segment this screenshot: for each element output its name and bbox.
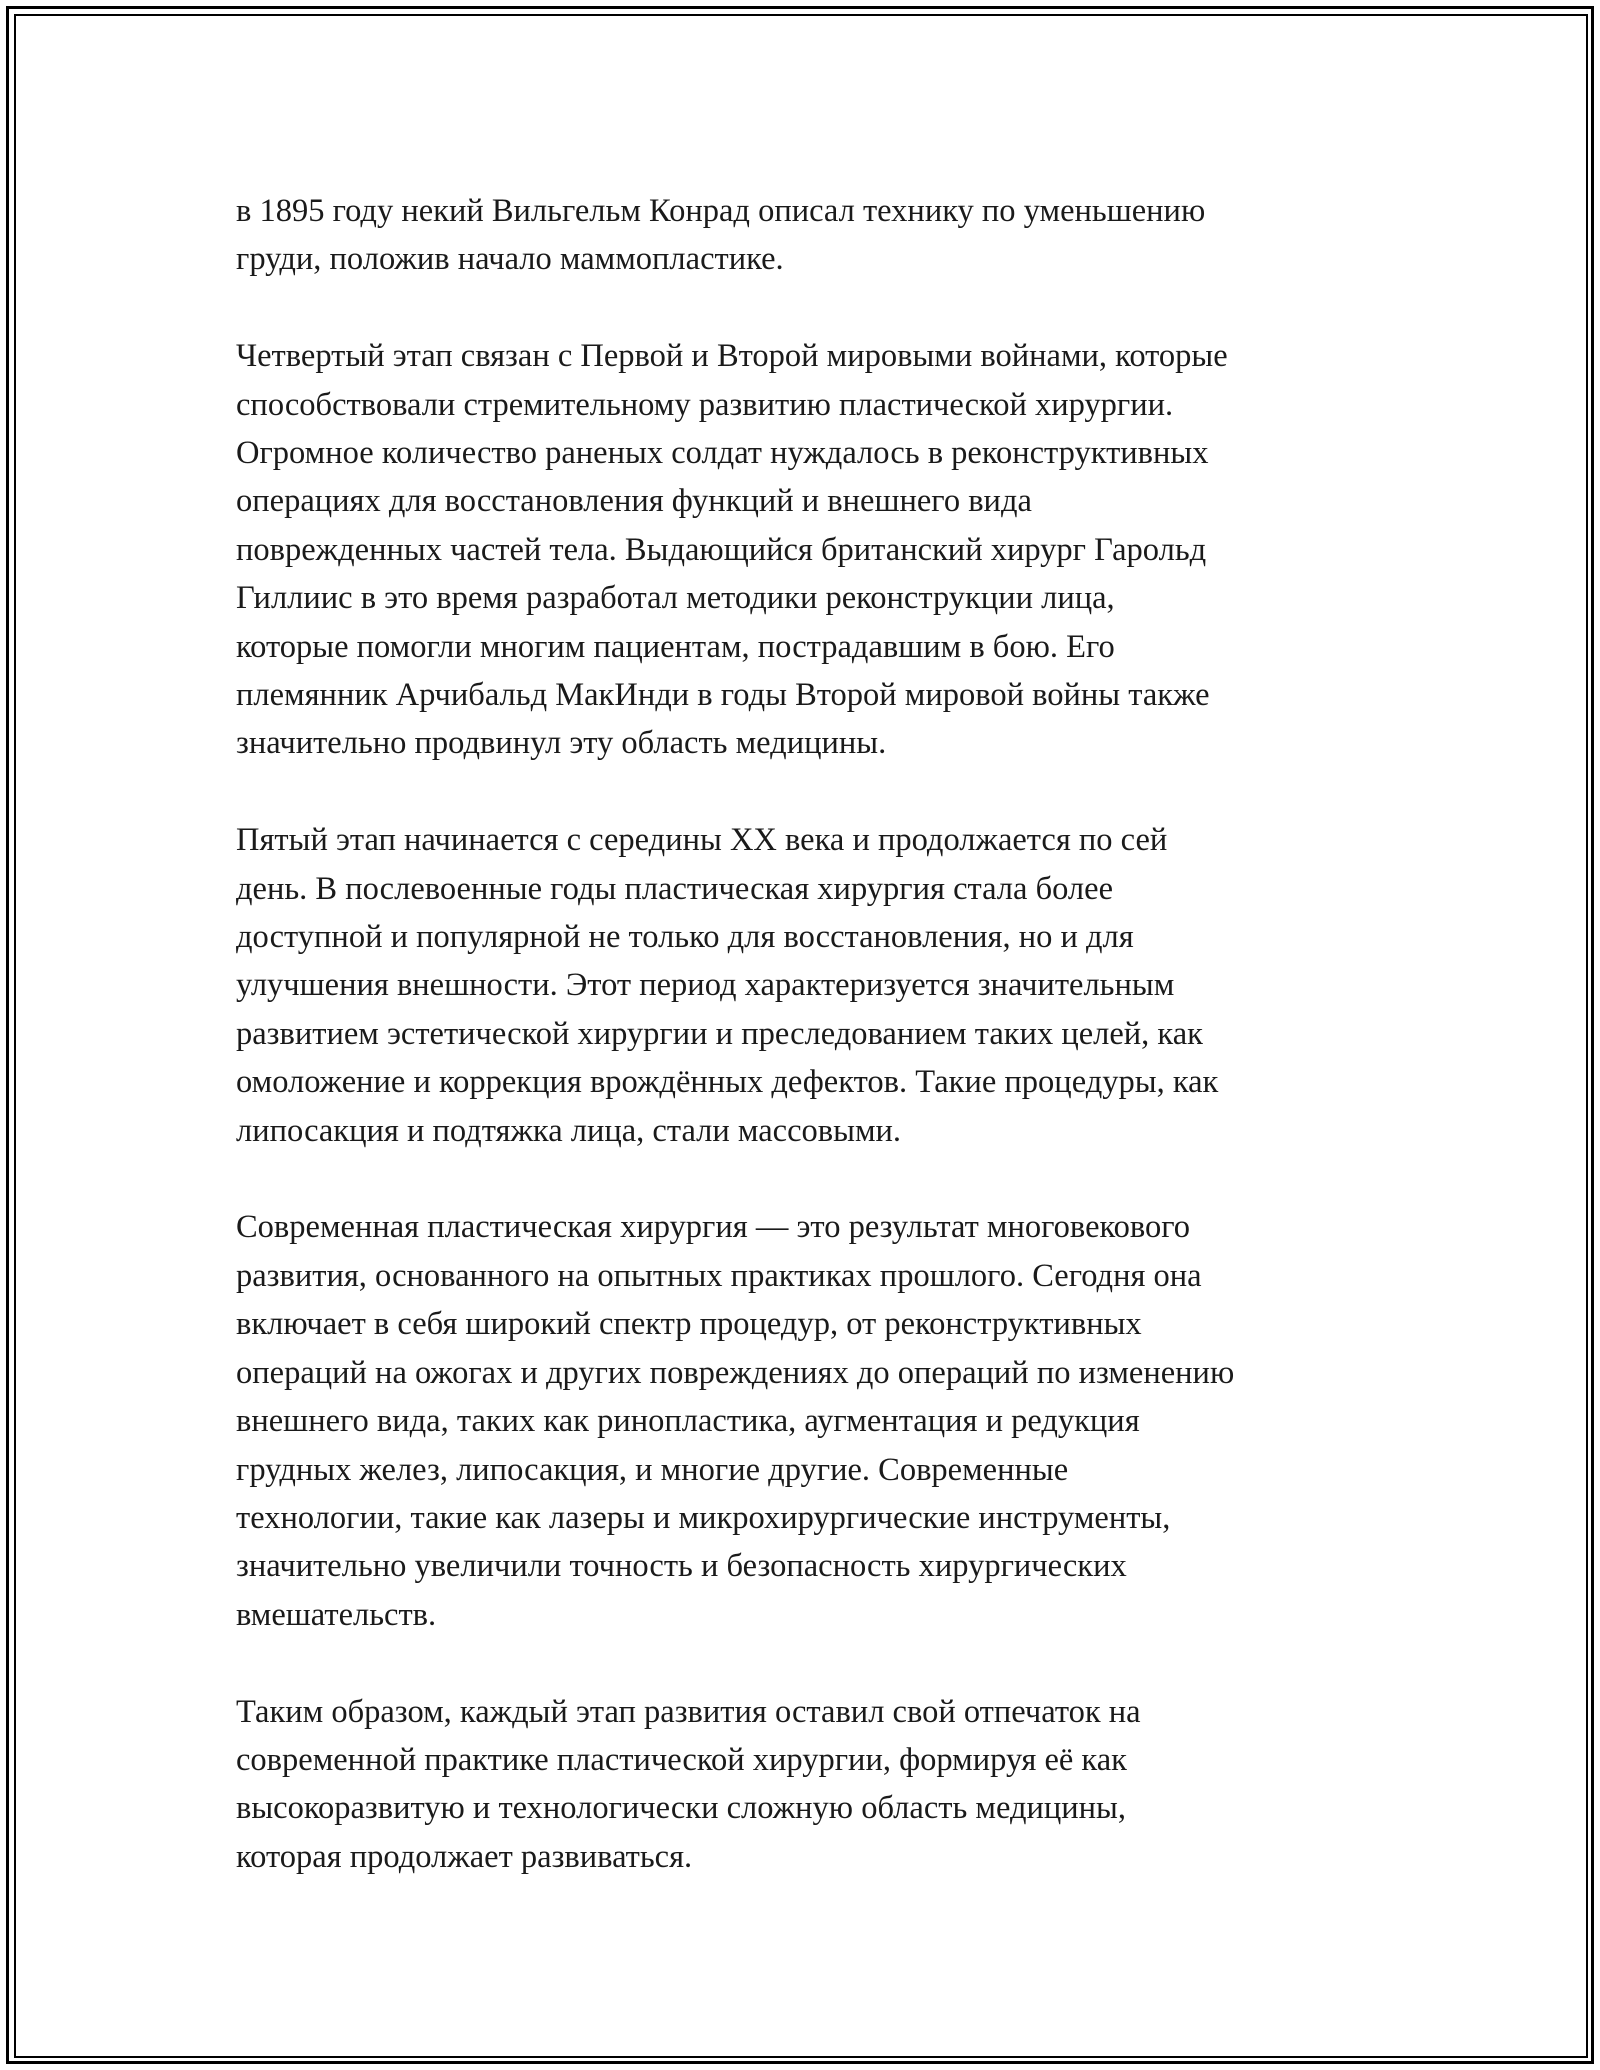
text-line: Современная пластическая хирургия — это результат многовекового	[236, 1209, 1191, 1246]
text-line: значительно продвинул эту область медицины.	[236, 725, 887, 762]
text-line: Пятый этап начинается с середины XX века и продолжается по сей	[236, 822, 1168, 859]
text-line: развитием эстетической хирургии и преследованием таких целей, как	[236, 1015, 1203, 1052]
text-line: доступной и популярной не только для восстановления, но и для	[236, 919, 1134, 956]
text-line: Четвертый этап связан с Первой и Второй мировыми войнами, которые	[236, 338, 1228, 375]
text-line: улучшения внешности. Этот период характеризуется значительным	[236, 967, 1175, 1004]
paragraph-conclusion	[236, 1688, 1376, 1882]
text-line: высокоразвитую и технологически сложную область медицины,	[236, 1790, 1127, 1827]
text-line: технологии, такие как лазеры и микрохирургические инструменты,	[236, 1499, 1171, 1536]
paragraph-modern-surgery	[236, 1203, 1376, 1639]
text-line: современной практике пластической хирургии, формируя её как	[236, 1741, 1127, 1778]
text-line: включает в себя широкий спектр процедур, от реконструктивных	[236, 1306, 1142, 1343]
text-line: которые помогли многим пациентам, пострадавшим в бою. Его	[236, 628, 1115, 665]
text-line: Огромное количество раненых солдат нуждалось в реконструктивных	[236, 435, 1209, 472]
text-line: развития, основанного на опытных практиках прошлого. Сегодня она	[236, 1257, 1202, 1294]
text-line: поврежденных частей тела. Выдающийся британский хирург Гарольд	[236, 531, 1207, 568]
paragraph-fifth-stage	[236, 816, 1376, 1155]
text-line: в 1895 году некий Вильгельм Конрад описал технику по уменьшению	[236, 193, 1206, 229]
text-line: значительно увеличили точность и безопасность хирургических	[236, 1548, 1127, 1585]
text-line: вмешательств.	[236, 1596, 437, 1633]
text-line: груди, положив начало маммопластике.	[236, 241, 784, 278]
text-line: внешнего вида, таких как ринопластика, аугментация и редукция	[236, 1403, 1140, 1440]
text-line: которая продолжает развиваться.	[236, 1838, 693, 1875]
text-line: день. В послевоенные годы пластическая хирургия стала более	[236, 870, 1113, 907]
text-line: Гиллиис в это время разработал методики реконструкции лица,	[236, 580, 1115, 617]
text-line: операциях для восстановления функций и внешнего вида	[236, 483, 1032, 520]
text-line: племянник Арчибальд МакИнди в годы Второй мировой войны также	[236, 677, 1210, 714]
text-line: способствовали стремительному развитию пластической хирургии.	[236, 386, 1174, 423]
text-line: грудных желез, липосакция, и многие другие. Современные	[236, 1451, 1069, 1488]
paragraph-mammoplasty	[236, 187, 1376, 284]
text-line: операций на ожогах и других повреждениях до операций по изменению	[236, 1354, 1235, 1391]
text-line: Таким образом, каждый этап развития оставил свой отпечаток на	[236, 1693, 1141, 1730]
text-line: липосакция и подтяжка лица, стали массовыми.	[236, 1112, 902, 1149]
paragraph-fourth-stage	[236, 332, 1376, 768]
text-line: омоложение и коррекция врождённых дефектов. Такие процедуры, как	[236, 1064, 1219, 1101]
document-body	[236, 187, 1376, 1930]
